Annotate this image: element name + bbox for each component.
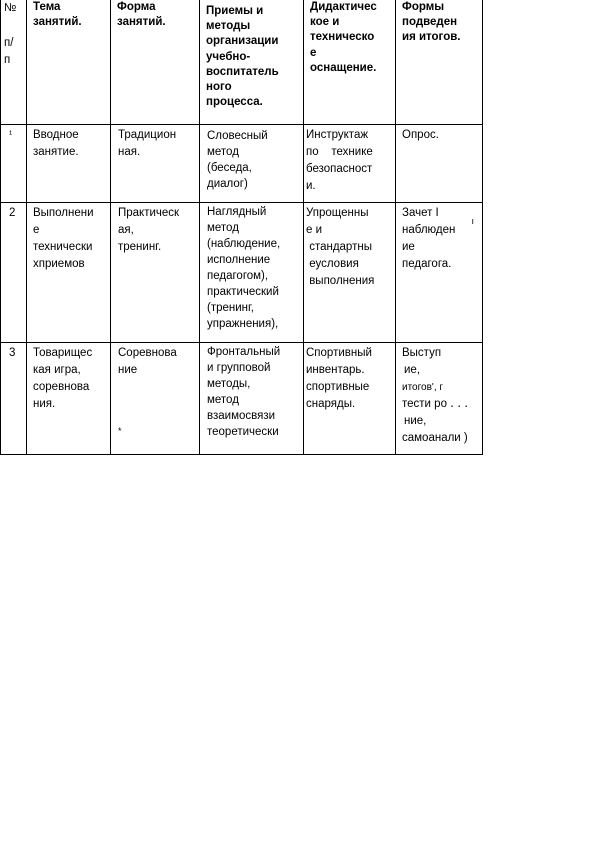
- scan-mark: ı: [471, 216, 474, 226]
- table-header-row: [1, 0, 483, 125]
- row-number-cell: 3: [1, 343, 27, 455]
- header-form: Форма занятий.: [111, 0, 200, 125]
- form-cell: Практическ ая, тренинг.: [111, 203, 200, 343]
- form-cell: Соревнова ние *: [111, 343, 200, 455]
- header-topic: Тема занятий.: [27, 0, 111, 125]
- equipment-cell: Спортивный инвентарь. спортивные снаряды.: [304, 343, 396, 455]
- methods-cell: Наглядный метод (наблюдение, исполнение педагогом), практический (тренинг, упражнения),: [200, 203, 304, 343]
- table-row: [1, 203, 483, 343]
- topic-cell: Выполнени е технически хприемов: [27, 203, 111, 343]
- row-number-cell: 2: [1, 203, 27, 343]
- header-equipment: Дидактичес кое и техническо е оснащение.: [304, 0, 396, 125]
- topic-cell: Товарищес кая игра, соревнова ния.: [27, 343, 111, 455]
- scan-mark: *: [118, 426, 122, 436]
- table-row: [1, 125, 483, 203]
- topic-cell: Вводное занятие.: [27, 125, 111, 203]
- results-cell: Зачет I наблюден ие педагога. ı: [396, 203, 483, 343]
- table-row: [1, 343, 483, 455]
- methods-cell: Словесный метод (беседа, диалог): [200, 125, 304, 203]
- lesson-plan-table: [0, 0, 483, 455]
- results-cell: Опрос.: [396, 125, 483, 203]
- results-cell: Выступ ие, итогов', г тести ро ․ ․ ․ ние, самоанали ): [396, 343, 483, 455]
- equipment-cell: Упрощенны е и стандартны еусловия выполнения: [304, 203, 396, 343]
- form-cell: Традицион ная.: [111, 125, 200, 203]
- equipment-cell: Инструктаж по технике безопасност и.: [304, 125, 396, 203]
- row-number-cell: ¹: [1, 125, 27, 203]
- header-results: Формы подведен ия итогов.: [396, 0, 483, 125]
- methods-cell: Фронтальный и групповой методы, метод взаимосвязи теоретически: [200, 343, 304, 455]
- header-number: № п/ п: [1, 0, 27, 125]
- header-methods: Приемы и методы организации учебно- воспитатель ного процесса.: [200, 0, 304, 125]
